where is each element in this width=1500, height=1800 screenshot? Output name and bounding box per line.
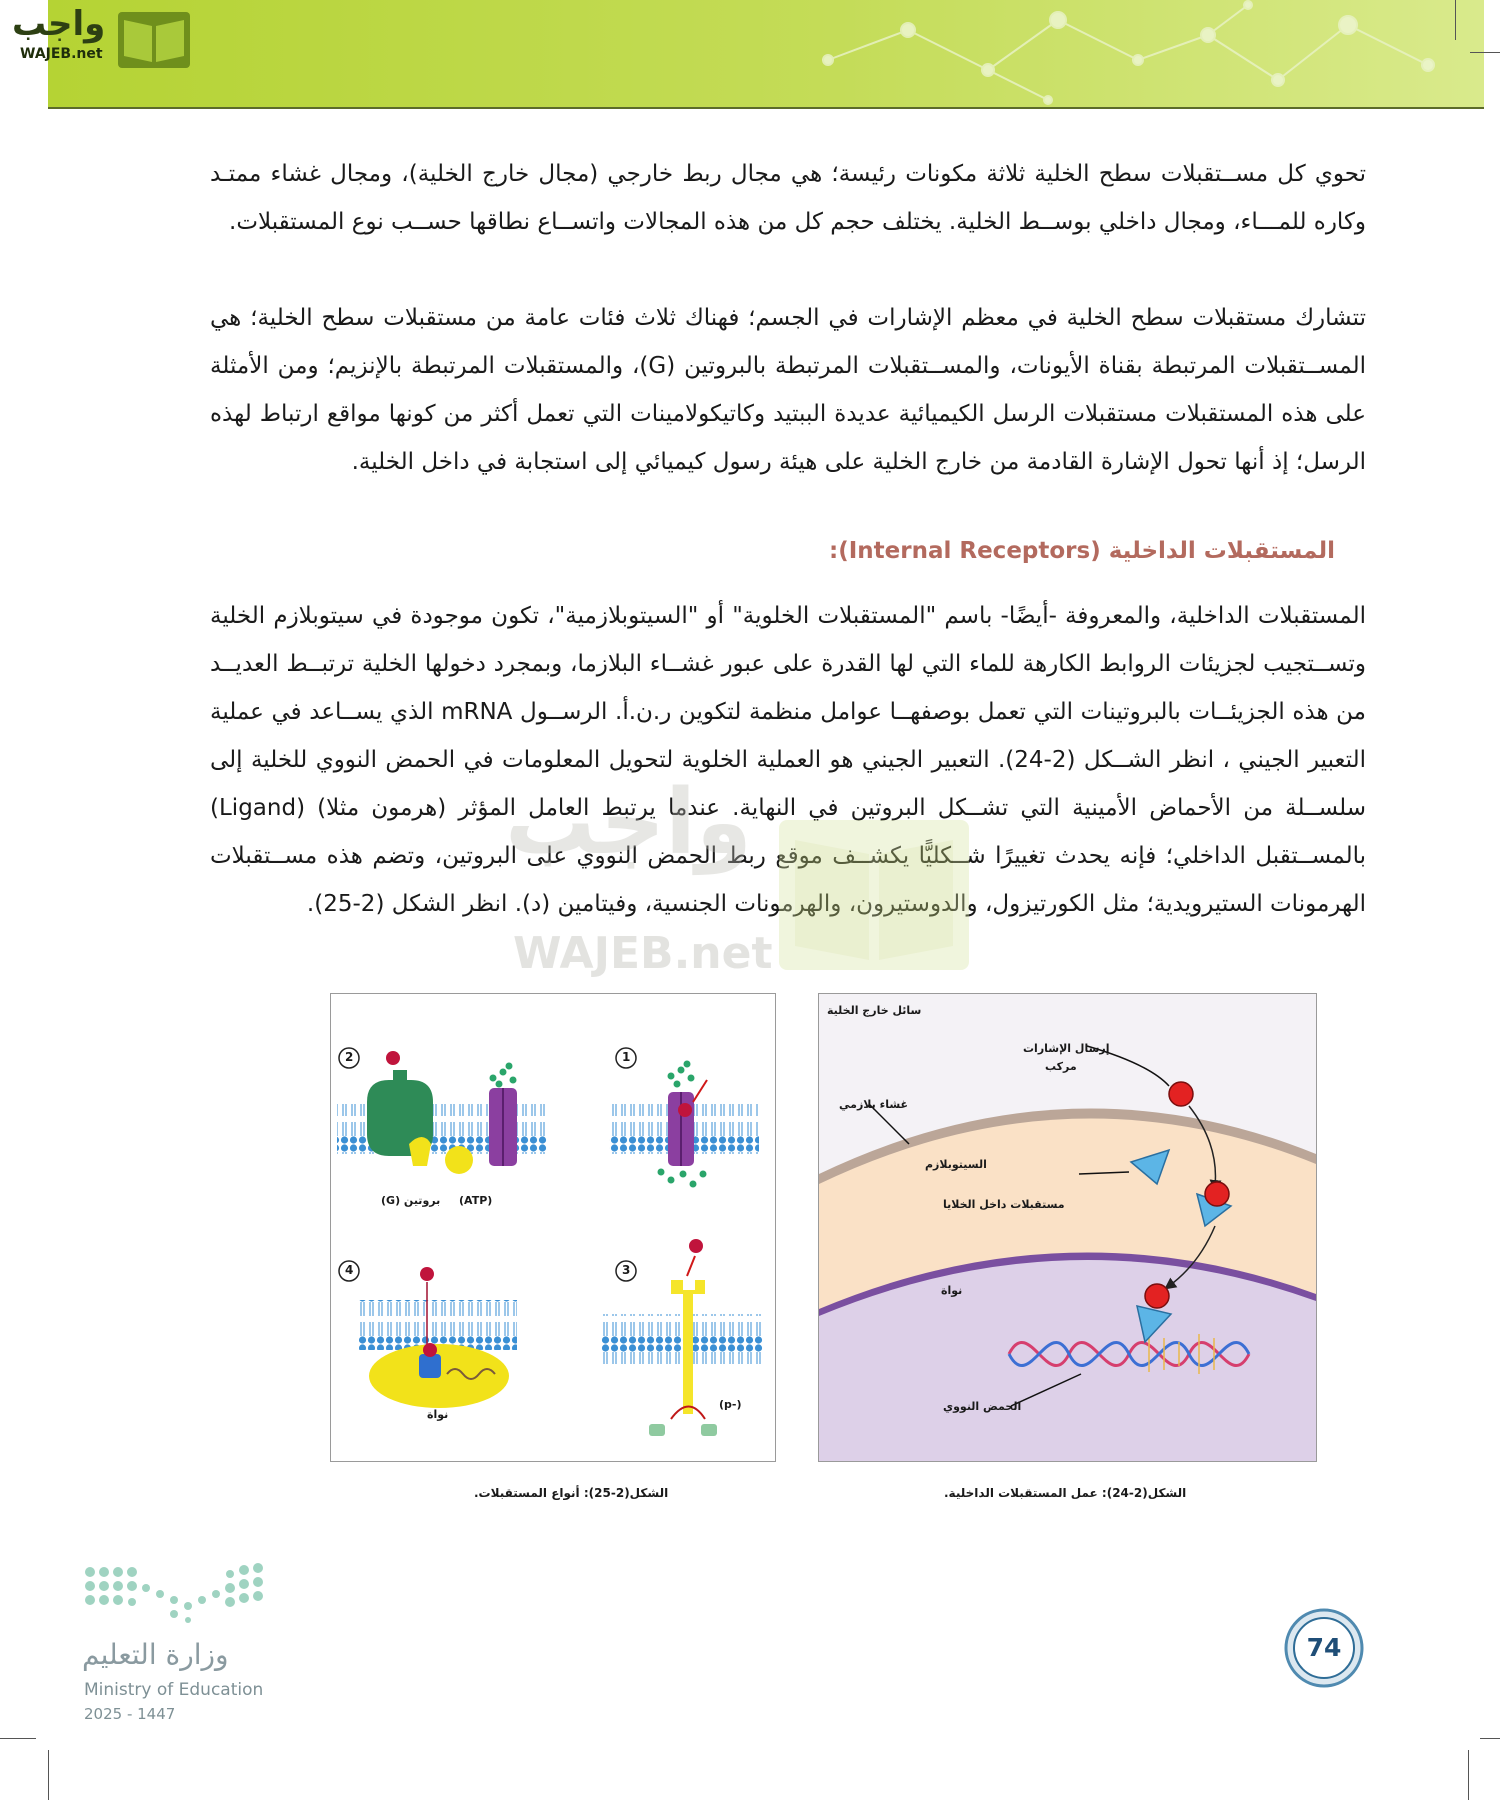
label-signaling-compound-2: مركب: [1045, 1060, 1077, 1073]
molecule-pattern: [48, 0, 1484, 107]
step-4-label: 4: [345, 1263, 354, 1277]
logo-arabic: واجب: [12, 4, 106, 44]
label-cytoplasm: السيتوبلازم: [925, 1158, 987, 1171]
crop-mark: [1480, 1738, 1500, 1739]
header-band: [48, 0, 1484, 109]
watermark-arabic: واجب: [505, 770, 752, 875]
label-intracellular-receptors: مستقبلات داخل الخلايا: [943, 1198, 1065, 1211]
crop-mark: [1470, 52, 1500, 53]
academic-year: 2025 - 1447: [84, 1705, 176, 1723]
receptor-types-illustration: [331, 994, 775, 1461]
label-nucleus: نواة: [941, 1284, 963, 1297]
label-atp: (ATP): [459, 1194, 493, 1207]
ministry-dots-icon: [80, 1560, 270, 1630]
crop-mark: [1468, 1750, 1469, 1800]
section-heading-internal-receptors: المستقبلات الداخلية (Internal Receptors):: [829, 538, 1335, 564]
label-g-protein: بروتين (G): [381, 1194, 441, 1207]
ministry-logo: [80, 1560, 280, 1730]
step-3-label: 3: [622, 1263, 631, 1277]
figure-25-caption: الشكل(2-25): أنواع المستقبلات.: [474, 1486, 669, 1500]
figure-24-caption: الشكل(2-24): عمل المستقبلات الداخلية.: [944, 1486, 1187, 1500]
paragraph-internal-receptors: المستقبلات الداخلية، والمعروفة -أيضًا- باسم "المستقبلات الخلوية" أو "السيتوبلازمية"، تكون موجودة في سيتوبلازم الخلية وتســتجيب لجزيئات الروابط الكارهة للماء التي لها القدرة على عبور غشــاء البلازما، وبمجرد دخولها الخلية ترتبــط العديــد من هذه الجزيئــات بالبروتينات التي تعمل بوصفهــا عوامل منظمة لتكوين ر.ن.أ. الرســول mRNA الذي يســاعد في عملية التعبير الجيني ، انظر الشــكل (2-24). التعبير الجيني هو العملية الخلوية لتحويل المعلومات في الحمض النووي للخلية إلى سلســلة من الأحماض الأمينية التي تشــكل البروتين في النهاية. عندما يرتبط العامل المؤثر (هرمون مثلا) (Ligand) بالمســتقبل الداخلي؛ فإنه يحدث تغييرًا شــكليًّا يكشــف موقع ربط الحمض النووي على البروتين، وتضم هذه مســتقبلات الهرمونات الستيرويدية؛ مثل الكورتيزول، والدوستيرون، والهرمونات الجنسية، وفيتامين (د). انظر الشكل (2-25).: [210, 603, 1366, 917]
crop-mark: [48, 1750, 49, 1800]
step-1-label: 1: [622, 1050, 631, 1064]
crop-mark: [1455, 0, 1456, 40]
label-plasma-membrane: غشاء بلازمي: [839, 1098, 909, 1111]
ministry-name-english: Ministry of Education: [84, 1680, 264, 1700]
logo-english: WAJEB.net: [20, 46, 103, 62]
label-nucleic-acid: الحمض النووي: [943, 1400, 1022, 1413]
figure-receptor-types: [330, 993, 776, 1462]
page-number: 74: [1306, 1633, 1342, 1662]
step-2-label: 2: [345, 1050, 354, 1064]
figure-internal-receptors: [818, 993, 1317, 1462]
wajeb-logo[interactable]: [8, 4, 188, 70]
label-phosphate: (-p): [719, 1398, 742, 1411]
ministry-name-arabic: وزارة التعليم: [82, 1638, 229, 1671]
page-number-badge: [1282, 1606, 1366, 1690]
paragraph-surface-receptors: تحوي كل مســتقبلات سطح الخلية ثلاثة مكونات رئيسة؛ هي مجال ربط خارجي (مجال خارج الخلية)، ومجال غشاء ممتـد وكاره للمـــاء، ومجال داخلي بوســط الخلية. يختلف حجم كل من هذه المجالات واتســاع نطاقها حســب نوع المستقبلات.: [210, 161, 1366, 235]
label-nucleus-small: نواة: [427, 1408, 449, 1421]
crop-mark: [0, 1738, 36, 1739]
paragraph-receptor-classes: تتشارك مستقبلات سطح الخلية في معظم الإشارات في الجسم؛ فهناك ثلاث فئات عامة من مستقبلات سطح الخلية؛ هي المســتقبلات المرتبطة بقناة الأيونات، والمســتقبلات المرتبطة بالبروتين (G)، والمستقبلات المرتبطة بالإنزيم؛ ومن الأمثلة على هذه المستقبلات مستقبلات الرسل الكيميائية عديدة الببتيد وكاتيكولامينات التي تعمل أكثر من كونها مواقع ارتباط لهذه الرسل؛ إذ أنها تحول الإشارة القادمة من خارج الخلية على هيئة رسول كيميائي إلى استجابة في داخل الخلية.: [210, 305, 1367, 475]
watermark-english: WAJEB.net: [513, 928, 773, 979]
book-icon: [116, 8, 192, 70]
label-extracellular-fluid: سائل خارج الخلية: [827, 1004, 922, 1017]
label-signaling-compound-1: إرسال الإشارات: [1023, 1042, 1110, 1055]
